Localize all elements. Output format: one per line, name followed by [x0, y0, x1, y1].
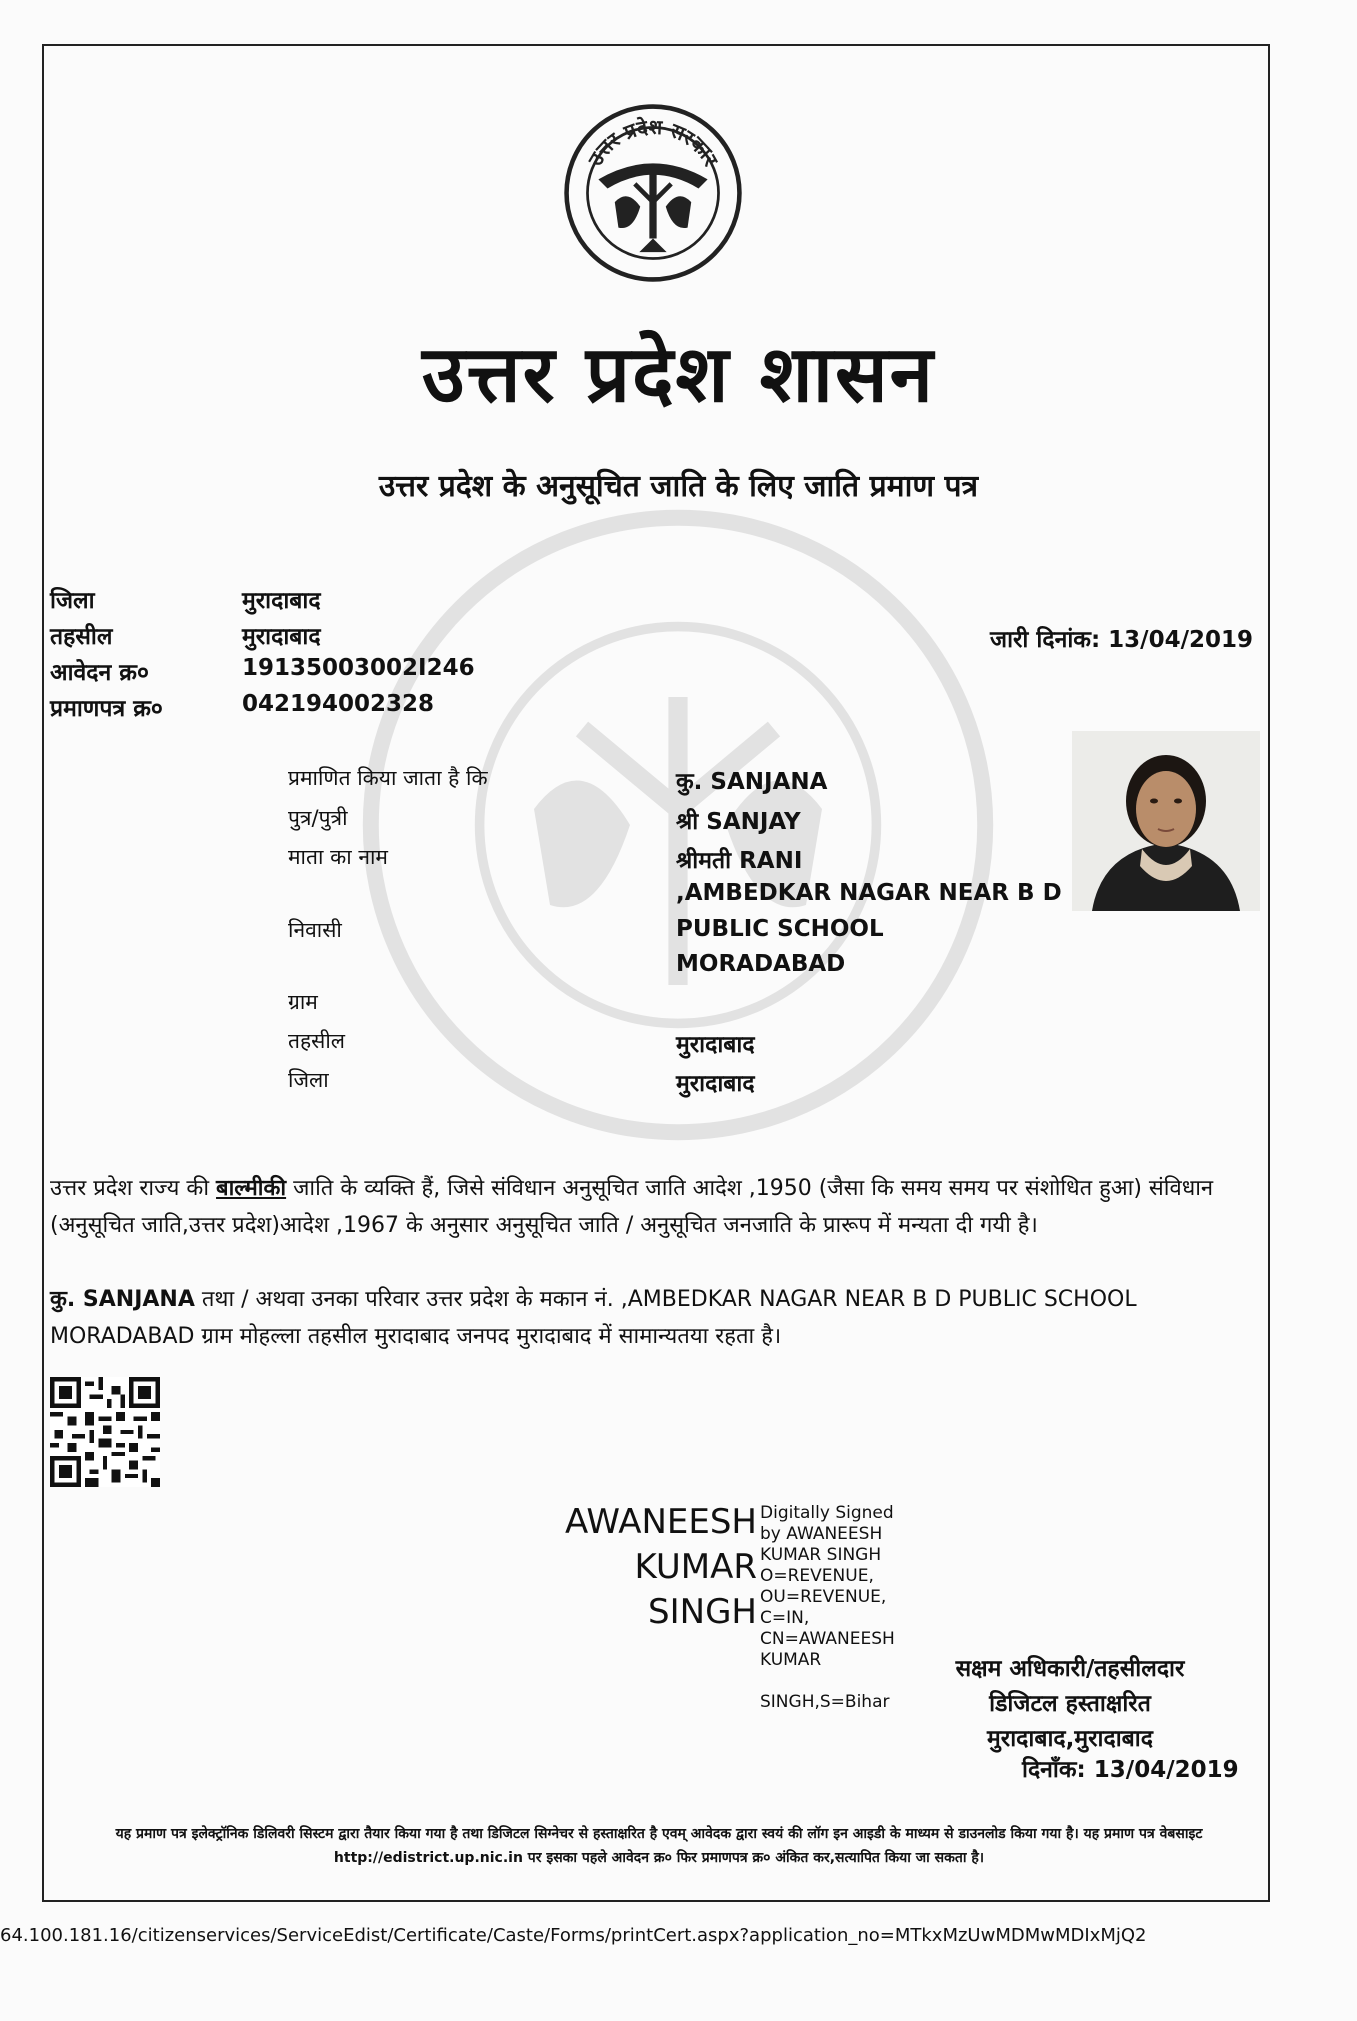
print-url: 64.100.181.16/citizenservices/ServiceEdist/Certificate/Caste/Forms/printCert.aspx?application_no=MTkxMzUwMDMwMDIxMjQ2 — [0, 1925, 1147, 1946]
person-district-value: मुरादाबाद — [676, 1071, 755, 1097]
certificate-subtitle: उत्तर प्रदेश के अनुसूचित जाति के लिए जाति प्रमाण पत्र — [378, 469, 979, 504]
caste-declaration-pre: उत्तर प्रदेश राज्य की — [50, 1176, 217, 1201]
application-number-label: आवेदन क्र० — [50, 660, 149, 686]
signature-meta-line: O=REVENUE, — [760, 1566, 874, 1586]
signature-meta-line: OU=REVENUE, — [760, 1587, 887, 1607]
authority-date — [1022, 1752, 1239, 1784]
person-district-label: जिला — [288, 1068, 329, 1092]
resident-address-line3: MORADABAD — [676, 951, 846, 977]
signature-meta-line: KUMAR — [760, 1650, 822, 1670]
signature-meta-last: SINGH,S=Bihar — [760, 1692, 890, 1712]
caste-name: बाल्मीकी — [216, 1176, 287, 1201]
certificate-number-label: प्रमाणपत्र क्र० — [50, 696, 163, 722]
certified-label: प्रमाणित किया जाता है कि — [288, 766, 488, 790]
up-government-seal-icon — [562, 102, 744, 284]
residence-person-name: कु. SANJANA — [50, 1287, 195, 1312]
signature-meta-line: CN=AWANEESH — [760, 1629, 895, 1649]
certified-name: कु. SANJANA — [676, 769, 828, 795]
signature-meta-line: C=IN, — [760, 1608, 810, 1628]
signer-name-line3: SINGH — [648, 1592, 757, 1632]
main-title: उत्तर प्रदेश शासन — [422, 330, 935, 420]
child-of-label: पुत्र/पुत्री — [288, 806, 348, 830]
signer-name-line1: AWANEESH — [565, 1502, 757, 1542]
tehsil-label: तहसील — [50, 624, 113, 650]
certificate-number-value: 042194002328 — [242, 691, 435, 717]
digital-signature-details — [760, 1503, 895, 1671]
authority-digitally-signed: डिजिटल हस्ताक्षरित — [989, 1691, 1151, 1717]
issue-date-value: 13/04/2019 — [1108, 627, 1253, 653]
residence-text: तथा / अथवा उनका परिवार उत्तर प्रदेश के मकान नं. ,AMBEDKAR NAGAR NEAR B D PUBLIC SCHOOL MORADABAD ग्राम मोहल्ला तहसील मुरादाबाद जनपद मुरादाबाद में सामान्यतया रहता है। — [50, 1287, 1137, 1349]
authority-location: मुरादाबाद,मुरादाबाद — [987, 1726, 1153, 1752]
resident-label: निवासी — [288, 918, 342, 942]
authority-title: सक्षम अधिकारी/तहसीलदार — [955, 1656, 1185, 1682]
application-number-value: 19135003002I246 — [242, 655, 475, 681]
seal-text: उत्तर प्रदेश सरकार — [583, 114, 724, 171]
signature-meta-line: KUMAR SINGH — [760, 1545, 882, 1565]
mother-name: श्रीमती RANI — [676, 848, 803, 874]
residence-paragraph — [50, 1281, 1250, 1355]
father-name: श्री SANJAY — [676, 809, 801, 835]
issue-date-label: जारी दिनांक: — [990, 627, 1101, 653]
signer-name-line2: KUMAR — [634, 1547, 757, 1587]
district-label: जिला — [50, 588, 95, 614]
authority-date-value: 13/04/2019 — [1093, 1757, 1239, 1783]
caste-declaration-post: जाति के व्यक्ति हैं, जिसे संविधान अनुसूचित जाति आदेश ,1950 (जैसा कि समय समय पर संशोधित हुआ) संविधान (अनुसूचित जाति,उत्तर प्रदेश)आदेश ,1967 के अनुसार अनुसूचित जाति / अनुसूचित जनजाति के प्रारूप में मन्यता दी गयी है। — [50, 1176, 1214, 1238]
tehsil-value: मुरादाबाद — [242, 624, 321, 650]
signer-name — [565, 1500, 757, 1635]
resident-address-line1: ,AMBEDKAR NAGAR NEAR B D — [676, 880, 1062, 906]
village-label: ग्राम — [288, 990, 318, 1014]
issuing-authority — [900, 1652, 1240, 1757]
mother-label: माता का नाम — [288, 845, 388, 869]
person-tehsil-value: मुरादाबाद — [676, 1032, 755, 1058]
applicant-photo — [1072, 731, 1260, 911]
person-tehsil-label: तहसील — [288, 1029, 345, 1053]
authority-date-label: दिनाँक: — [1022, 1757, 1086, 1783]
verification-note: यह प्रमाण पत्र इलेक्ट्रॉनिक डिलिवरी सिस्टम द्वारा तैयार किया गया है तथा डिजिटल सिग्नेचर से हस्ताक्षरित है एवम् आवेदक द्वारा स्वयं की लॉग इन आइडी के माध्यम से डाउनलोड किया गया है। यह प्रमाण पत्र वेबसाइट http://edistrict.up.nic.in पर इसका पहले आवेदन क्र० फिर प्रमाणपत्र क्र० अंकित कर,सत्यापित किया जा सकता है। — [115, 1826, 1203, 1866]
caste-declaration-paragraph — [50, 1170, 1250, 1244]
resident-address-line2: PUBLIC SCHOOL — [676, 916, 884, 942]
district-value: मुरादाबाद — [242, 588, 321, 614]
issue-date — [990, 622, 1253, 654]
qr-code — [50, 1377, 160, 1487]
signature-meta-line: by AWANEESH — [760, 1524, 883, 1544]
signature-meta-line: Digitally Signed — [760, 1503, 894, 1523]
